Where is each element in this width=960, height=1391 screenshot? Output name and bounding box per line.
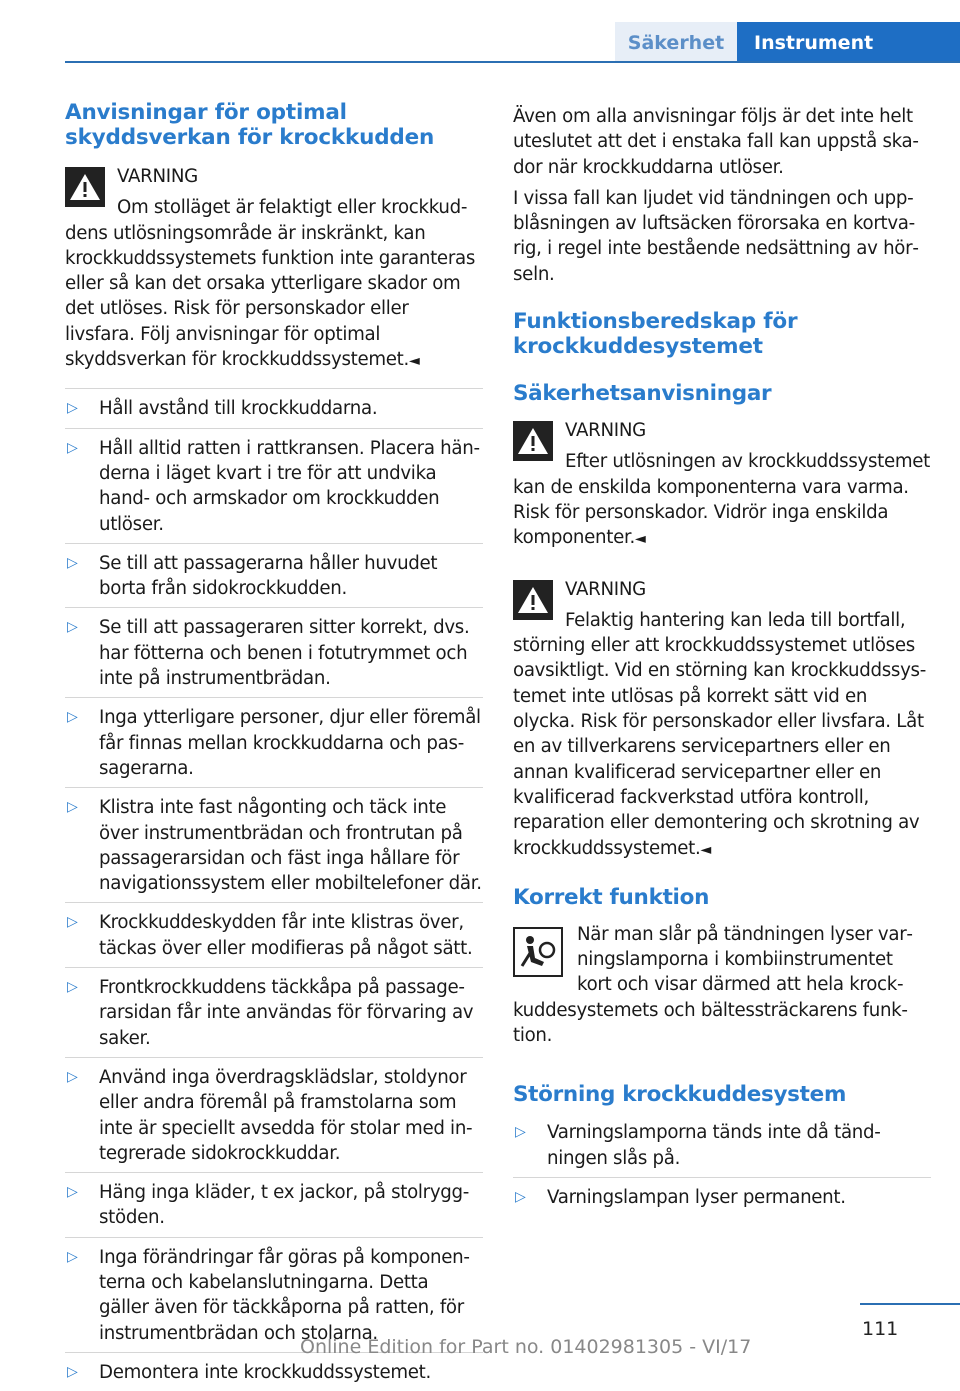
list-item: ▷ Håll avstånd till krockkuddarna. bbox=[65, 388, 483, 428]
section-heading-airbag-protection: Anvisningar för optimal skyddsverkan för krockkudden bbox=[65, 100, 435, 150]
triangle-right-icon: ▷ bbox=[67, 439, 78, 456]
triangle-right-icon: ▷ bbox=[515, 1124, 526, 1141]
warning-block bbox=[513, 577, 931, 863]
triangle-right-icon: ▷ bbox=[67, 400, 78, 417]
intro-paragraph-2: I vissa fall kan ljudet vid tändningen och uppblåsningen av luftsäcken förorsaka en kortvarig, i regel inte bestående nedsättning av hörseln. bbox=[513, 187, 919, 285]
list-item: ▷ Inga ytterligare personer, djur eller föremål får finnas mellan krockkuddarna och passagerarna. bbox=[65, 698, 483, 788]
warning-triangle-icon bbox=[513, 421, 553, 461]
list-item: ▷ Frontkrockkuddens täckkåpa på passagerarsidan får inte användas för förvaring av saker. bbox=[65, 968, 483, 1058]
warning-triangle-icon bbox=[513, 580, 553, 620]
fault-bullet-list bbox=[513, 1113, 931, 1216]
triangle-right-icon: ▷ bbox=[67, 914, 78, 931]
triangle-right-icon: ▷ bbox=[67, 979, 78, 996]
airbag-warning-icon bbox=[513, 927, 563, 977]
list-item: ▷ Demontera inte krockkuddssystemet. bbox=[65, 1353, 483, 1391]
intro-paragraph-1: Även om alla anvisningar följs är det inte helt uteslutet att det i enstaka fall kan uppstå skador när krockkuddarna utlöser. bbox=[513, 106, 919, 178]
triangle-right-icon: ▷ bbox=[67, 1068, 78, 1085]
triangle-right-icon: ▷ bbox=[67, 799, 78, 816]
warning-title: VARNING bbox=[565, 578, 646, 600]
subheading-fault: Störning krockkuddesystem bbox=[513, 1082, 847, 1108]
end-mark: ◄ bbox=[634, 531, 646, 548]
subheading-correct-function: Korrekt funktion bbox=[513, 884, 710, 910]
tab-sakerhet[interactable]: Säkerhet bbox=[615, 22, 737, 63]
list-item: ▷ Se till att passagerarna håller huvudet borta från sidokrockkudden. bbox=[65, 544, 483, 609]
left-column bbox=[65, 100, 483, 1391]
list-item: ▷ Inga förändringar får göras på komponenterna och kabelanslutningarna. Detta gäller även för täckkåporna på ratten, för instrumentbrädan och stolarna. bbox=[65, 1238, 483, 1353]
correct-function-block bbox=[513, 922, 931, 1048]
warning-block bbox=[513, 418, 931, 552]
triangle-right-icon: ▷ bbox=[67, 1184, 78, 1201]
list-item: ▷ Varningslamporna tänds inte då tändningen slås på. bbox=[513, 1113, 931, 1178]
warning-text: Felaktig hantering kan leda till bortfall, störning eller att krockkuddssystemet utlöses oavsiktligt. Vid en störning kan krockkuddssystemet inte utlösas på korrekt sätt vid en olycka. Risk för personskador eller livsfara. Låt en av tillverkarens servicepartners eller en annan kvalificerad servicepartner eller en kvalificerad fackverkstad utföra kontroll, reparation eller demontering och skrotning av krockkuddssystemet. bbox=[513, 609, 927, 859]
warning-block bbox=[65, 164, 483, 374]
end-mark: ◄ bbox=[408, 353, 420, 370]
list-item: ▷ Krockkuddeskydden får inte klistras över, täckas över eller modifieras på något sätt. bbox=[65, 903, 483, 968]
end-mark: ◄ bbox=[700, 841, 711, 858]
list-item: ▷ Varningslampan lyser permanent. bbox=[513, 1178, 931, 1216]
list-item: ▷ Håll alltid ratten i rattkransen. Placera händerna i läget kvart i tre för att undvika hand- och armskador om krockkudden utlöser. bbox=[65, 429, 483, 544]
list-item: ▷ Klistra inte fast någonting och täck inte över instrumentbrädan och frontrutan på passagerarsidan och fäst inga hållare för navigationssystem eller mobiltelefoner där. bbox=[65, 788, 483, 903]
page-number: 111 bbox=[862, 1318, 899, 1340]
triangle-right-icon: ▷ bbox=[67, 1248, 78, 1265]
triangle-right-icon: ▷ bbox=[67, 709, 78, 726]
triangle-right-icon: ▷ bbox=[515, 1188, 526, 1205]
warning-text: Om stolläget är felaktigt eller krockkuddens utlösningsområde är inskränkt, kan krockkuddssystemets funktion inte garanteras eller så kan det orsaka ytterligare skador om det utlöses. Risk för personskador eller livsfara. Följ anvisningar för optimal skyddsverkan för krockkuddssystemet. bbox=[65, 197, 476, 371]
warning-title: VARNING bbox=[117, 166, 198, 187]
list-item: ▷ Se till att passageraren sitter korrekt, dvs. har fötterna och benen i fotutrymmet och inte på instrumentbrädan. bbox=[65, 608, 483, 698]
header-rule bbox=[65, 61, 960, 63]
subheading-safety: Säkerhetsanvisningar bbox=[513, 381, 772, 407]
warning-title: VARNING bbox=[565, 420, 646, 442]
section-heading-readiness: Funktionsberedskap för krockkuddesystemet bbox=[513, 309, 798, 360]
list-item: ▷ Använd inga överdragsklädslar, stoldynor eller andra föremål på framstolarna som inte är speciellt avsedda för stolar med integrerade sidokrockkuddar. bbox=[65, 1058, 483, 1173]
safety-bullet-list bbox=[65, 388, 483, 1391]
edition-footer: Online Edition for Part no. 01402981305 - VI/17 bbox=[300, 1336, 752, 1358]
triangle-right-icon: ▷ bbox=[67, 619, 78, 636]
right-column bbox=[513, 104, 931, 1216]
footer-rule bbox=[860, 1303, 960, 1305]
triangle-right-icon: ▷ bbox=[67, 1363, 78, 1380]
triangle-right-icon: ▷ bbox=[67, 554, 78, 571]
warning-text: Efter utlösningen av krockkuddssystemet kan de enskilda komponenterna vara varma. Risk för personskador. Vidrör inga enskilda komponenter. bbox=[513, 451, 931, 549]
warning-triangle-icon bbox=[65, 167, 105, 207]
list-item: ▷ Häng inga kläder, t ex jackor, på stolryggstöden. bbox=[65, 1173, 483, 1238]
correct-function-text: När man slår på tändningen lyser varningslamporna i kombiinstrumentet kort och visar därmed att hela krockkuddesystemets och bältessträckarens funktion. bbox=[513, 923, 913, 1047]
tab-instrument[interactable]: Instrument bbox=[737, 22, 960, 63]
